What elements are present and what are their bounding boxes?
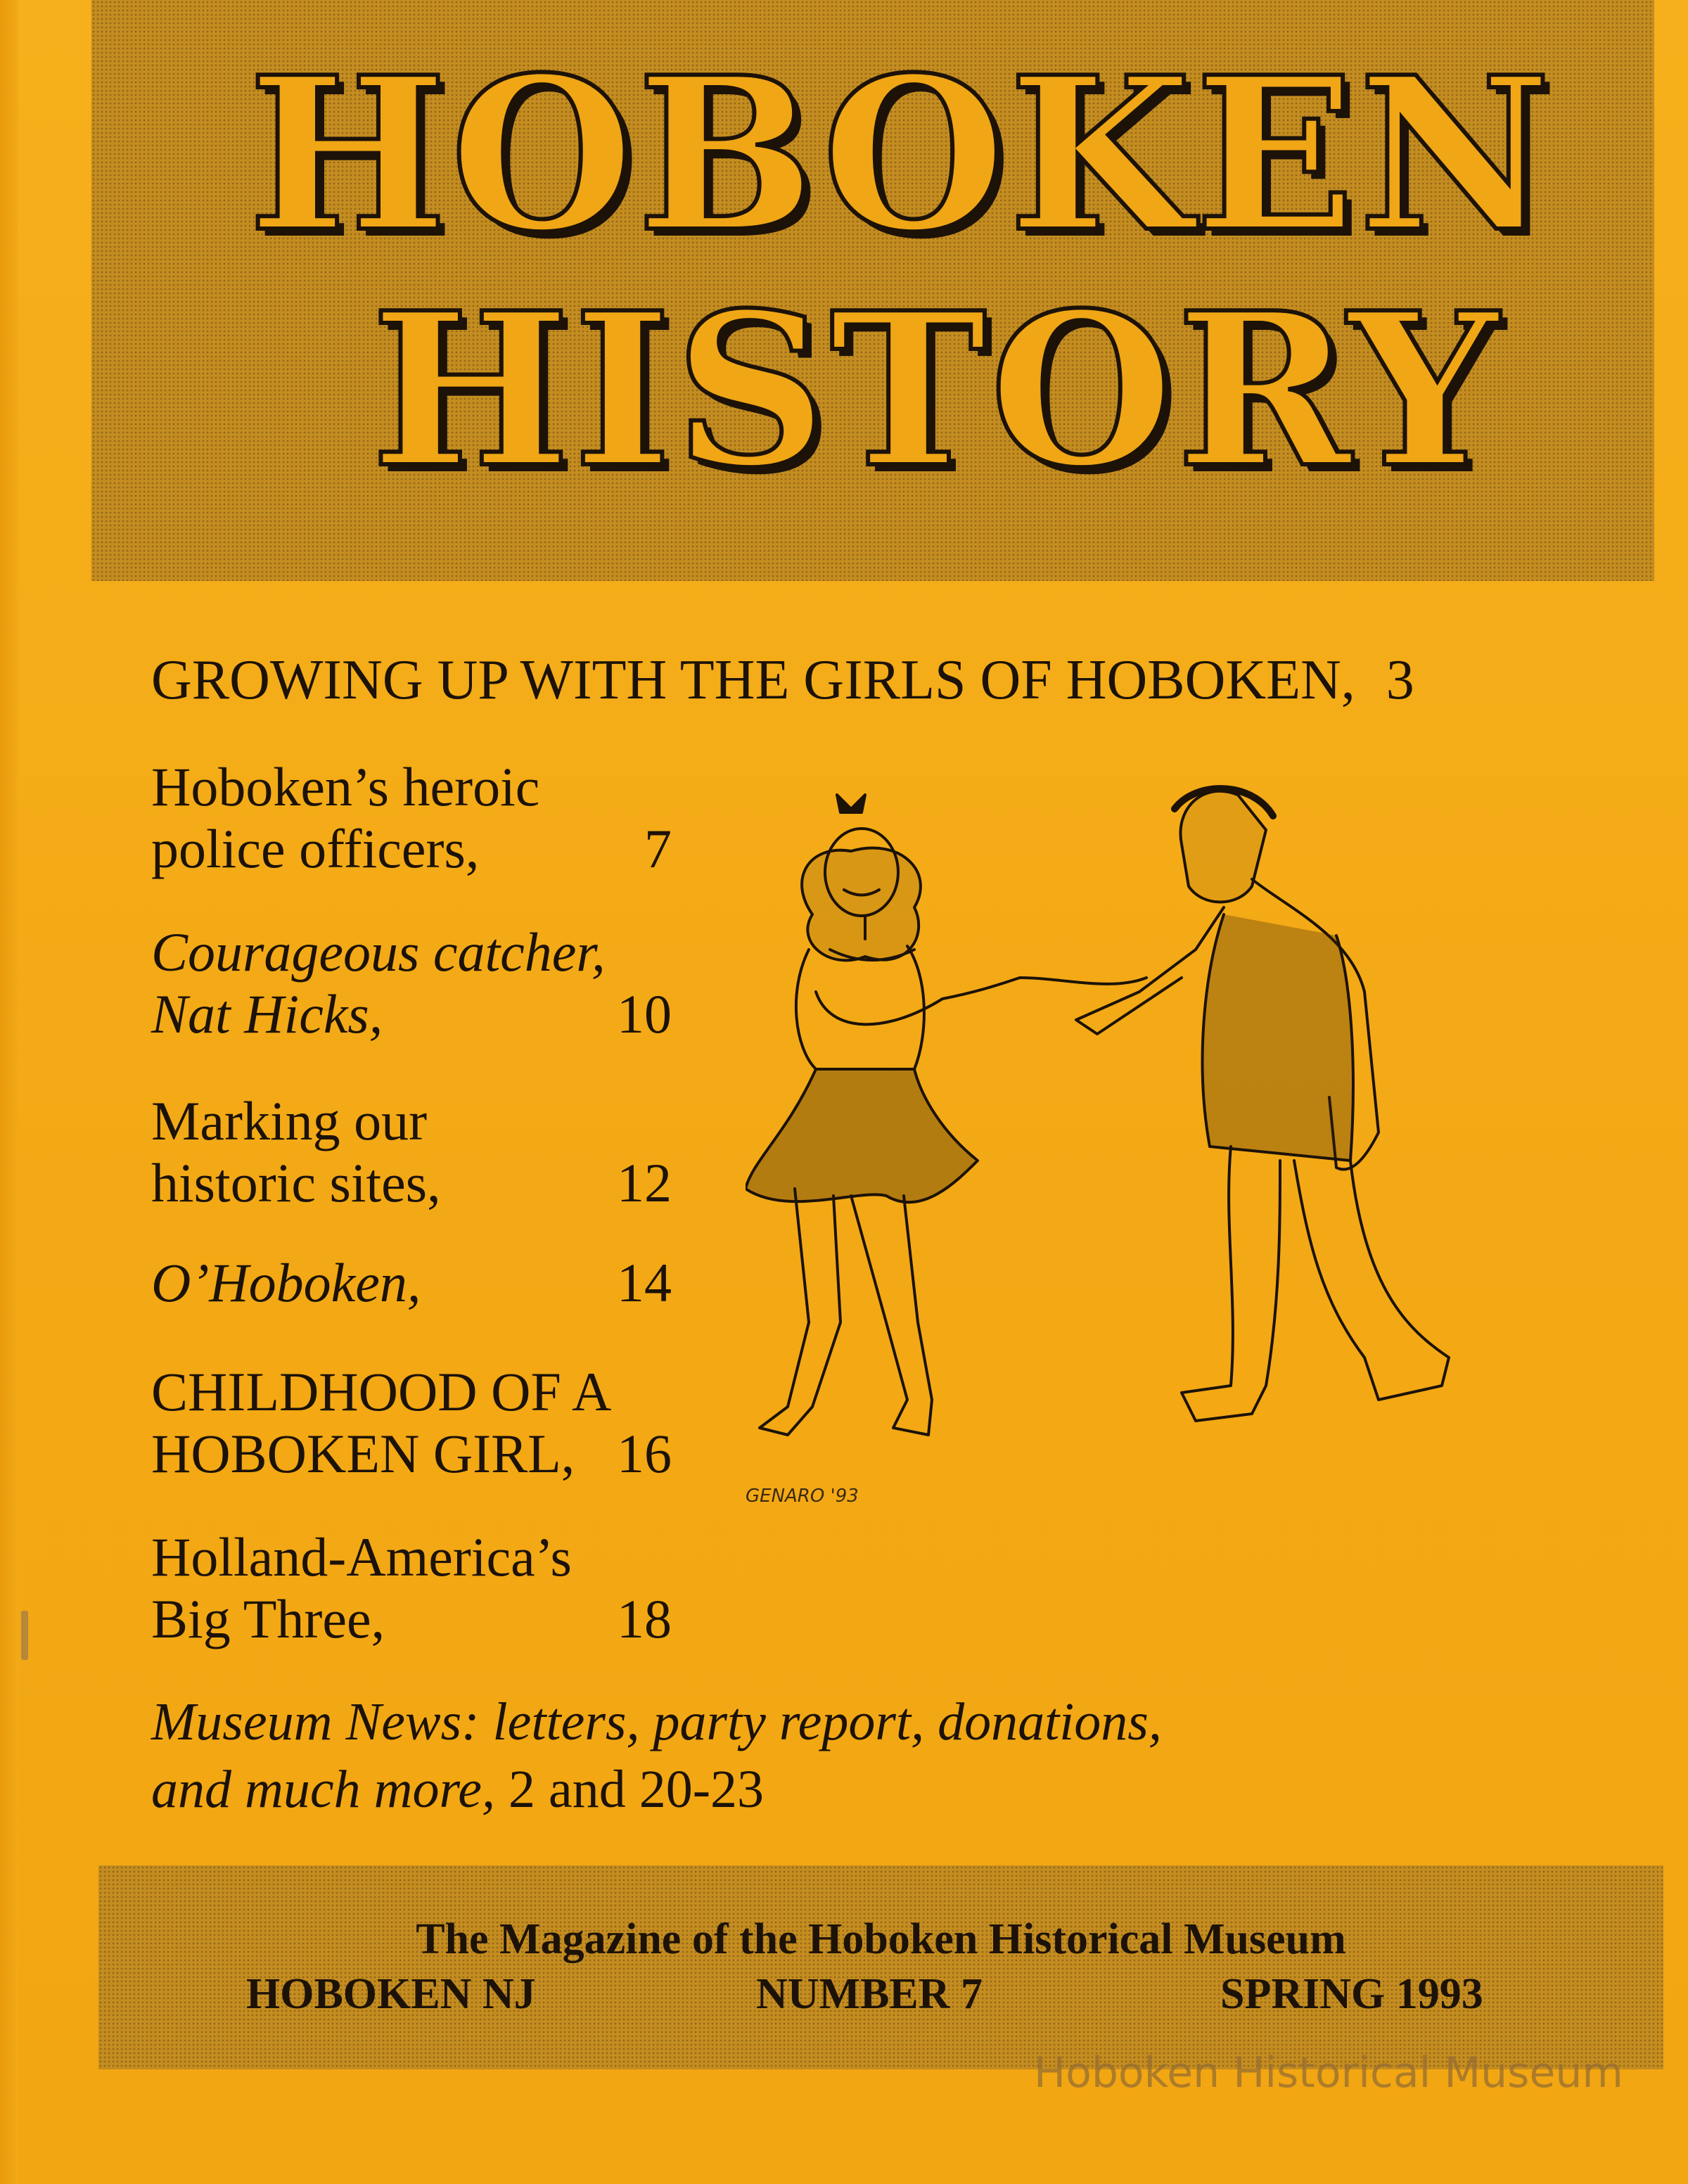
toc-item-ohoboken <box>151 1252 672 1314</box>
footer-band <box>98 1865 1663 2069</box>
toc-line1: Marking our <box>151 1090 428 1151</box>
toc-page: 10 <box>617 983 672 1045</box>
toc-line2: Nat Hicks, <box>151 983 383 1045</box>
toc-line2: historic sites, <box>151 1152 441 1213</box>
museum-news-pages: 2 and 20-23 <box>509 1760 765 1819</box>
museum-news-line2-italic: and much more, <box>151 1760 495 1819</box>
toc-line2: O’Hoboken, <box>151 1252 421 1313</box>
museum-news <box>151 1688 1347 1823</box>
masthead-title-line2: HISTORY <box>371 266 1502 514</box>
toc-line2: HOBOKEN GIRL, <box>151 1423 575 1484</box>
girl-figure <box>746 795 978 1435</box>
masthead-title-line1: HOBOKEN <box>248 30 1554 279</box>
footer-place: HOBOKEN NJ <box>246 1970 536 2018</box>
toc-page: 7 <box>644 818 672 879</box>
boy-figure <box>1020 788 1449 1421</box>
masthead-band <box>91 0 1654 581</box>
toc-line1: CHILDHOOD OF A <box>151 1361 612 1422</box>
artist-signature: GENARO '93 <box>746 1486 859 1507</box>
toc-page: 16 <box>617 1423 672 1484</box>
watermark: Hoboken Historical Museum <box>1034 2048 1623 2097</box>
footer-tagline: The Magazine of the Hoboken Historical Museum <box>416 1915 1346 1963</box>
footer-season: SPRING 1993 <box>1220 1970 1483 2018</box>
toc-line1: Courageous catcher, <box>151 921 606 983</box>
museum-news-line1: Museum News: letters, party report, donations, <box>151 1692 1162 1751</box>
toc-page: 18 <box>617 1588 672 1649</box>
feature-title: GROWING UP WITH THE GIRLS OF HOBOKEN, <box>151 649 1355 711</box>
toc-item-police <box>151 756 672 880</box>
toc-item-historic-sites <box>151 1090 672 1214</box>
toc-line1: Hoboken’s heroic <box>151 756 540 817</box>
toc-item-childhood <box>151 1361 672 1485</box>
toc-item-catcher <box>151 921 672 1045</box>
museum-news-line2 <box>151 1756 1347 1823</box>
toc-page: 12 <box>617 1152 672 1213</box>
toc-page: 14 <box>617 1252 672 1313</box>
toc-line1: Holland-America’s <box>151 1526 572 1588</box>
toc-line2: Big Three, <box>151 1588 385 1649</box>
feature-headline <box>151 651 1414 710</box>
toc-line2: police officers, <box>151 818 480 879</box>
spine-edge <box>0 0 18 2184</box>
footer-issue: NUMBER 7 <box>756 1970 983 2018</box>
toc-item-holland-america <box>151 1526 672 1650</box>
staple <box>21 1611 28 1660</box>
feature-page: 3 <box>1386 649 1414 711</box>
dancing-couple-illustration <box>746 767 1554 1646</box>
